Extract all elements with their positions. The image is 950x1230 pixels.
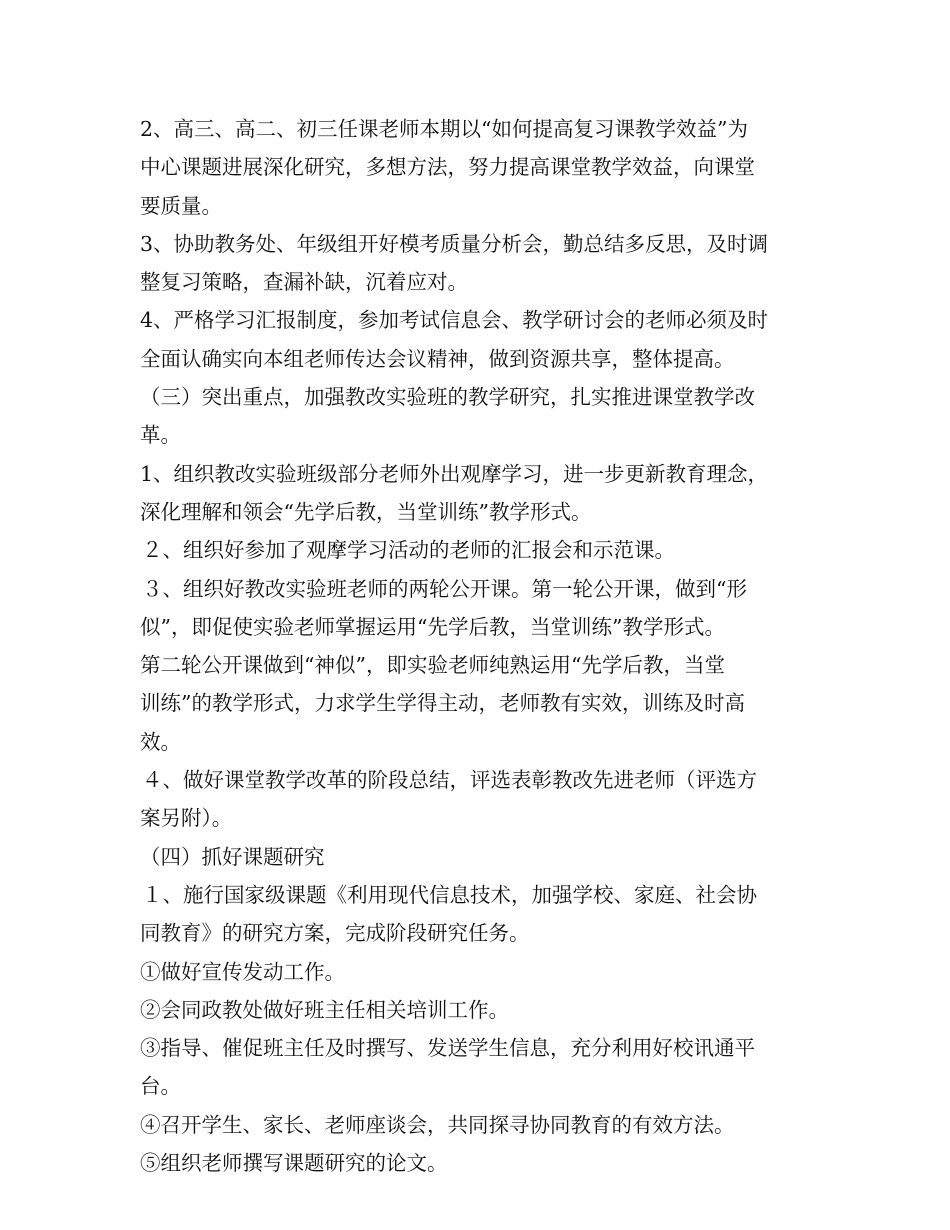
text-line: 效。 [140, 729, 181, 754]
text-line: 似”，即促使实验老师掌握运用“先学后教，当堂训练”教学形式。 [140, 614, 725, 639]
text-line: ３、组织好教改实验班老师的两轮公开课。第一轮公开课，做到“形 [142, 576, 747, 601]
document-body [140, 110, 820, 1182]
text-line: 1、组织教改实验班级部分老师外出观摩学习，进一步更新教育理念， [140, 461, 769, 486]
text-line: 深化理解和领会“先学后教，当堂训练”教学形式。 [140, 499, 592, 524]
text-line: 第二轮公开课做到“神似”，即实验老师纯熟运用“先学后教，当堂 [140, 653, 725, 678]
text-line: 案另附）。 [140, 806, 233, 831]
text-line: ２、组织好参加了观摩学习活动的老师的汇报会和示范课。 [142, 538, 675, 563]
text-line: 4、严格学习汇报制度，参加考试信息会、教学研讨会的老师必须及时 [140, 308, 769, 333]
text-line: 革。 [140, 423, 181, 448]
text-line: 同教育》的研究方案，完成阶段研究任务。 [140, 921, 530, 946]
list-item: ④召开学生、家长、老师座谈会，共同探寻协同教育的有效方法。 [140, 1112, 735, 1137]
list-item: ③指导、催促班主任及时撰写、发送学生信息，充分利用好校讯通平 [140, 1036, 755, 1061]
section-heading: （四）抓好课题研究 [140, 844, 325, 869]
list-item: ②会同政教处做好班主任相关培训工作。 [140, 997, 509, 1022]
text-line: 3、协助教务处、年级组开好模考质量分析会，勤总结多反思，及时调 [140, 231, 769, 256]
text-line: ４、做好课堂教学改革的阶段总结，评选表彰教改先进老师（评选方 [142, 768, 757, 793]
text-line: 训练”的教学形式，力求学生学得主动，老师教有实效，训练及时高 [140, 691, 745, 716]
text-line: 整复习策略，查漏补缺，沉着应对。 [140, 270, 468, 295]
text-line: 台。 [140, 1074, 181, 1099]
text-line: 中心课题进展深化研究，多想方法，努力提高课堂教学效益，向课堂 [140, 155, 755, 180]
section-heading: （三）突出重点，加强教改实验班的教学研究，扎实推进课堂教学改 [140, 385, 755, 410]
text-line: 要质量。 [140, 193, 222, 218]
list-item: ⑤组织老师撰写课题研究的论文。 [140, 1151, 448, 1176]
list-item: ①做好宣传发动工作。 [140, 959, 345, 984]
text-line: 全面认确实向本组老师传达会议精神，做到资源共享，整体提高。 [140, 346, 735, 371]
text-line: １、施行国家级课题《利用现代信息技术，加强学校、家庭、社会协 [142, 882, 757, 907]
text-line: 2、高三、高二、初三任课老师本期以“如何提高复习课教学效益”为 [140, 117, 749, 141]
